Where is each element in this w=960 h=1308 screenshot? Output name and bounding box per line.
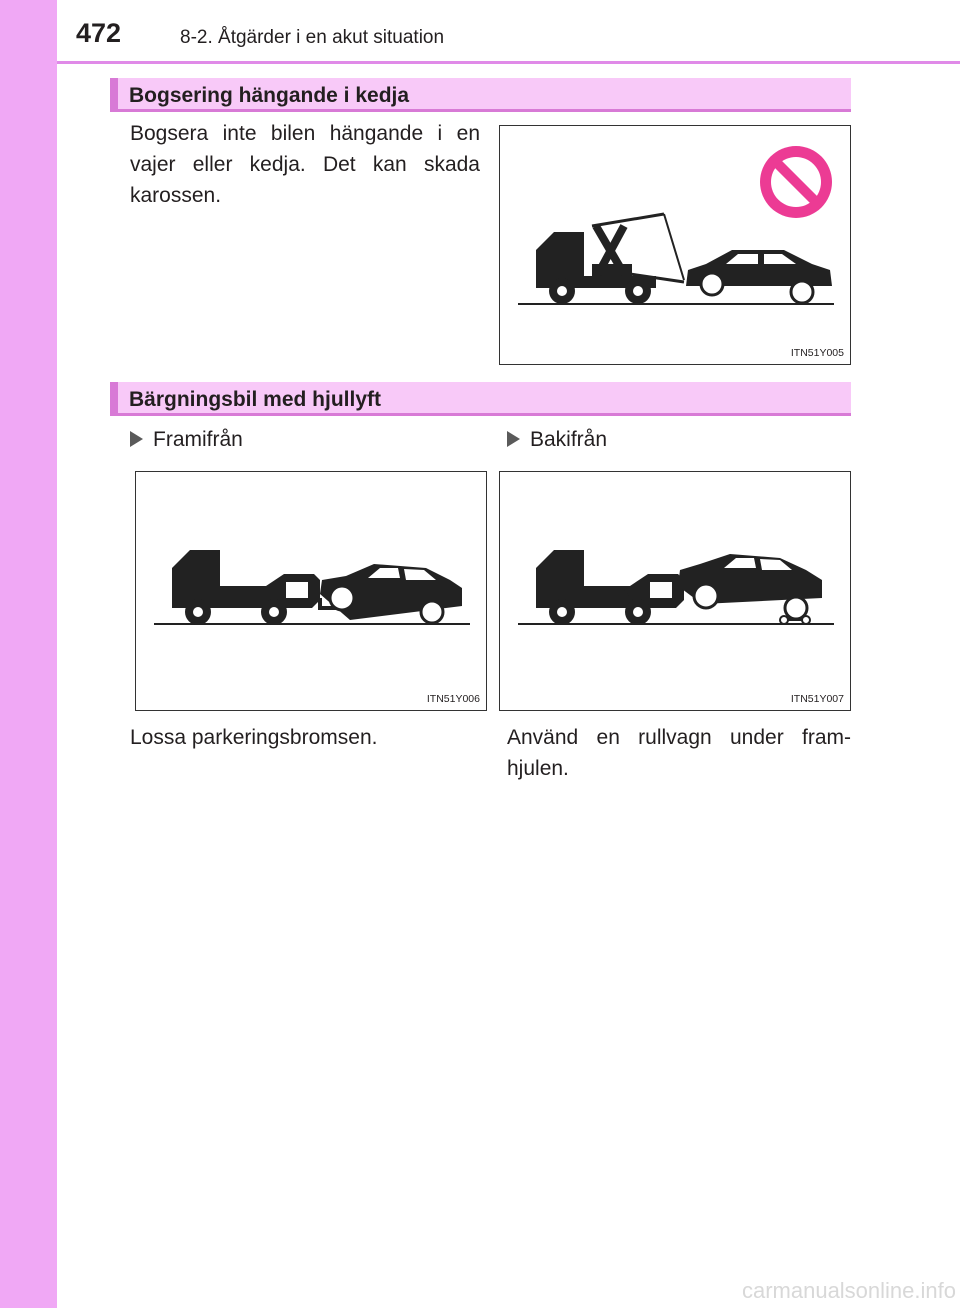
triangle-bullet-icon xyxy=(507,431,520,447)
chain-towing-illustration xyxy=(500,126,852,366)
rear-lift-caption-line-2: hjulen. xyxy=(507,757,569,780)
figure-front-lift xyxy=(135,471,487,711)
figure-rear-lift xyxy=(499,471,851,711)
triangle-bullet-icon xyxy=(130,431,143,447)
prohibition-icon xyxy=(760,146,832,218)
chain-warning-line-2: vajer eller kedja. Det kan skada xyxy=(130,153,480,176)
chapter-title: 8-2. Åtgärder i en akut situation xyxy=(180,27,445,48)
bullet-front-label: Framifrån xyxy=(153,428,243,451)
tow-truck-icon xyxy=(536,214,684,304)
figure-code: ITN51Y007 xyxy=(790,693,844,705)
car-icon xyxy=(686,250,832,303)
figure-code: ITN51Y005 xyxy=(790,347,844,359)
car-icon xyxy=(678,554,822,619)
chain-warning-line-1: Bogsera inte bilen hängande i en xyxy=(130,122,480,145)
header-rule xyxy=(57,61,960,64)
bullet-rear-label: Bakifrån xyxy=(530,428,608,451)
front-lift-caption: Lossa parkeringsbromsen. xyxy=(130,726,378,749)
chain-warning-line-3: karossen. xyxy=(130,184,222,207)
rear-lift-caption-line-1: Använd en rullvagn under fram- xyxy=(507,726,851,749)
rear-lift-caption xyxy=(507,722,851,784)
watermark: carmanualsonline.info xyxy=(741,1278,956,1303)
figure-code: ITN51Y006 xyxy=(426,693,480,705)
section-heading-wheel-lift xyxy=(110,382,851,416)
tow-truck-icon xyxy=(536,550,684,625)
page-number: 472 xyxy=(76,18,122,48)
figure-chain-towing xyxy=(499,125,851,365)
section-heading-chain xyxy=(110,78,851,112)
bullet-front xyxy=(130,428,243,452)
section-heading-wheel-lift-text: Bärgningsbil med hjullyft xyxy=(129,388,382,411)
rear-lift-illustration xyxy=(500,472,852,712)
front-lift-illustration xyxy=(136,472,488,712)
car-icon xyxy=(320,564,462,623)
side-band xyxy=(0,0,57,1308)
bullet-rear xyxy=(507,428,607,452)
chain-warning-text xyxy=(130,118,480,211)
section-heading-chain-text: Bogsering hängande i kedja xyxy=(129,84,410,107)
